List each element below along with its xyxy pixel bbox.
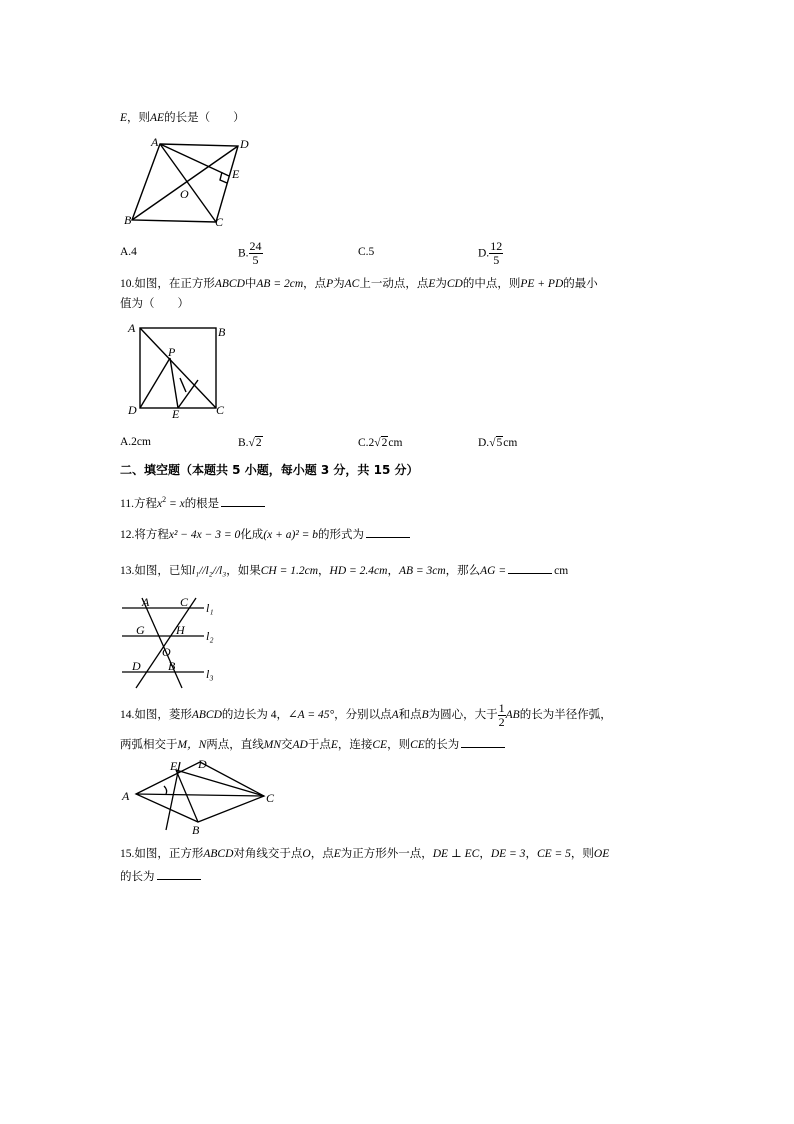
- q9-diagonal-AC: [160, 144, 216, 222]
- q14-l2-text-a: 两弧相交于: [120, 739, 178, 751]
- q14-angle-A: ∠A = 45°: [288, 709, 335, 722]
- q13-label-l3: l₃: [206, 667, 214, 681]
- q15-text-b: 对角线交于点: [233, 848, 303, 860]
- q9-figure: [118, 134, 258, 234]
- q10-ABCD: ABCD: [214, 278, 245, 290]
- q10-text-f: 为: [435, 278, 447, 290]
- q11-question: [120, 492, 267, 512]
- q9-label-A: A: [151, 135, 159, 149]
- q12-question: [120, 526, 412, 543]
- q10-option-c: C.2√2cm: [358, 437, 403, 449]
- q14-text-f: 的长为半径作弧，: [519, 709, 612, 722]
- q14-l2-MN-line: MN: [263, 739, 281, 751]
- q9-option-b: [238, 240, 263, 267]
- q13-figure: [118, 590, 228, 690]
- q10-option-c-radicand: 2: [381, 437, 388, 449]
- q11-equation: = x: [166, 497, 185, 510]
- q14-l2-text-g: 的长为: [424, 739, 460, 751]
- q10-text-g: 的中点，则: [462, 278, 521, 290]
- q13-label-l1: l₁: [206, 601, 214, 615]
- q15-question-line1: [120, 846, 609, 862]
- q15-text-g: ，则: [570, 848, 594, 860]
- q10-option-d-prefix: D.: [478, 437, 490, 449]
- q10-text-a: 10.如图，在正方形: [120, 278, 215, 290]
- q14-point-A: A: [391, 709, 399, 722]
- q14-label-B: B: [192, 823, 200, 837]
- q9-option-b-numerator: 24: [249, 239, 262, 253]
- q15-OE: OE: [593, 848, 610, 860]
- q11-text-b: 的根是: [184, 497, 220, 510]
- q9-option-b-denominator: 5: [252, 253, 259, 267]
- q15-DE-perp-EC: DE ⊥ EC: [432, 848, 480, 860]
- q12-target-form: (x + a)² = b: [263, 529, 319, 541]
- q14-l2-CE: CE: [372, 739, 388, 751]
- q13-CH: CH = 1.2cm: [260, 565, 319, 577]
- q12-text-b: 化成: [240, 529, 264, 541]
- q14-half-fraction: [498, 702, 506, 729]
- q10-segment-PD: [140, 358, 170, 408]
- q10-option-a: A.2cm: [120, 436, 151, 448]
- q10-option-c-prefix: C.2: [358, 437, 375, 449]
- q14-text-c: ，分别以点: [334, 709, 392, 722]
- q14-question-line2: [120, 736, 507, 753]
- q10-segment-EB: [178, 380, 198, 408]
- q10-PE-PD: PE + PD: [520, 278, 564, 290]
- q14-text-d: 和点: [398, 709, 422, 722]
- q15-answer-blank[interactable]: [157, 868, 201, 880]
- q10-label-B: B: [218, 325, 226, 339]
- q14-label-C: C: [266, 791, 275, 805]
- q11-exponent: 2: [162, 495, 167, 504]
- q14-l2-text-e: ，连接: [337, 739, 373, 751]
- q10-option-b-radicand: 2: [255, 437, 262, 449]
- q10-P: P: [326, 278, 334, 290]
- q9-segment-AE: AE: [150, 112, 165, 124]
- q9-label-E: E: [232, 167, 240, 181]
- q14-point-B: B: [421, 709, 429, 722]
- q10-figure: [124, 318, 234, 422]
- q9-option-a: A.4: [120, 246, 137, 258]
- q10-option-b: B.√2: [238, 437, 262, 449]
- q13-transversal-AB: [142, 598, 182, 688]
- q10-question-line1: [120, 276, 598, 292]
- q15-O: O: [302, 848, 311, 860]
- q9-text-2: 的长是（ ）: [164, 112, 245, 124]
- q14-answer-blank[interactable]: [461, 736, 505, 748]
- q13-label-C: C: [180, 595, 189, 609]
- q14-l2-E: E: [330, 739, 338, 751]
- q13-label-O: O: [162, 645, 171, 659]
- q13-label-D: D: [132, 659, 141, 673]
- q10-segment-PE: [170, 358, 178, 408]
- q14-ABCD: ABCD: [191, 709, 222, 722]
- q10-tick-mark: [180, 378, 186, 392]
- q9-option-b-fraction: [249, 240, 263, 267]
- q15-ABCD: ABCD: [203, 848, 234, 860]
- q10-option-d-radicand: 5: [496, 437, 503, 449]
- q9-option-c: C.5: [358, 246, 375, 258]
- q13-text-a: 13.如图，已知: [120, 565, 192, 577]
- q10-text-e: 上一动点，点: [359, 278, 429, 290]
- q14-l2-text-c: 交: [281, 739, 293, 751]
- q14-segment-EC: [176, 770, 264, 796]
- q10-text-h: 的最小: [563, 278, 598, 290]
- q12-text-a: 12.将方程: [120, 529, 169, 541]
- q13-HD: HD = 2.4cm: [329, 565, 388, 577]
- q14-l2-CE-2: CE: [410, 739, 425, 751]
- q9-label-C: C: [215, 215, 224, 229]
- q10-text-b: 中: [244, 278, 257, 290]
- q15-text-d: 为正方形外一点，: [340, 848, 433, 860]
- q10-AB-eq: AB = 2cm: [256, 278, 304, 290]
- q14-l2-AD: AD: [292, 739, 308, 751]
- q15-text-l2: 的长为: [120, 871, 155, 883]
- q14-label-D: D: [198, 757, 207, 771]
- q13-AG: AG =: [480, 565, 507, 577]
- q14-AB: AB: [505, 709, 520, 722]
- q14-text-e: 为圆心，大于: [428, 709, 498, 722]
- q9-option-d-prefix: D.: [478, 247, 490, 260]
- q14-question-line1: [120, 702, 612, 729]
- q10-option-d-unit: cm: [503, 437, 518, 449]
- q13-parallel-lines: l₁//l₂//l₃: [191, 565, 227, 577]
- q14-label-E: E: [170, 759, 178, 773]
- q11-answer-blank[interactable]: [221, 495, 265, 507]
- q9-diagonal-BD: [132, 146, 238, 220]
- q11-text-a: 11.方程: [120, 497, 157, 510]
- q14-l2-text-b: 两点，直线: [206, 739, 264, 751]
- q12-answer-blank[interactable]: [366, 526, 410, 538]
- q13-text-c: ，那么: [445, 565, 481, 577]
- q10-question-line2: 值为（ ）: [120, 298, 189, 310]
- q10-option-d: D.√5cm: [478, 437, 518, 449]
- q14-arc-mark: [164, 786, 167, 794]
- q15-DE: DE = 3: [490, 848, 526, 860]
- q14-diagonal-AC: [136, 794, 264, 796]
- q12-text-c: 的形式为: [318, 529, 365, 541]
- q9-label-B: B: [124, 213, 132, 227]
- q9-option-d-numerator: 12: [490, 239, 503, 253]
- q13-unit: cm: [554, 565, 569, 577]
- q13-transversal-CD: [136, 598, 196, 688]
- q15-E: E: [333, 848, 341, 860]
- q13-label-G: G: [136, 623, 145, 637]
- q15-CE: CE = 5: [536, 848, 571, 860]
- q13-label-B: B: [168, 659, 176, 673]
- q15-text-f: ，: [525, 848, 537, 860]
- q15-question-line2: [120, 868, 203, 885]
- q10-label-E: E: [172, 407, 180, 421]
- q9-label-O: O: [180, 187, 189, 201]
- q13-question: [120, 562, 568, 579]
- q10-option-c-unit: cm: [388, 437, 403, 449]
- q14-label-A: A: [122, 789, 130, 803]
- q13-label-l2: l₂: [206, 629, 214, 643]
- q13-label-H: H: [176, 623, 185, 637]
- q14-rhombus: [136, 762, 264, 822]
- q15-text-a: 15.如图，正方形: [120, 848, 204, 860]
- q9-point-E: E: [120, 112, 128, 124]
- q10-label-C: C: [216, 403, 225, 417]
- q10-label-P: P: [168, 345, 176, 359]
- q13-comma-2: ，: [387, 565, 399, 577]
- q12-equation: x² − 4x − 3 = 0: [168, 529, 241, 541]
- q13-AB: AB = 3cm: [398, 565, 446, 577]
- q15-text-c: ，点: [310, 848, 334, 860]
- q14-text-b: 的边长为 4，: [221, 709, 289, 722]
- q10-text-d: 为: [333, 278, 345, 290]
- q14-l2-text-d: 于点: [307, 739, 331, 751]
- q14-text-a: 14.如图，菱形: [120, 709, 192, 722]
- q10-label-D: D: [128, 403, 137, 417]
- q10-diagonal-AC: [140, 328, 216, 408]
- q9-option-d-denominator: 5: [493, 253, 500, 267]
- section-2-title: 二、填空题（本题共 5 小题，每小题 3 分，共 15 分）: [120, 463, 419, 477]
- q9-text-1: ，则: [127, 112, 151, 124]
- q14-half-denominator: 2: [498, 715, 505, 729]
- q10-text-c: ，点: [303, 278, 327, 290]
- q10-label-A: A: [128, 321, 136, 335]
- q9-option-d: [478, 240, 503, 267]
- q14-l2-MN: M，N: [177, 739, 207, 751]
- q9-question-tail: [120, 110, 245, 126]
- q10-option-b-prefix: B.: [238, 437, 249, 449]
- q9-label-D: D: [240, 137, 249, 151]
- q11-x: x: [156, 497, 163, 510]
- q10-AC: AC: [344, 278, 360, 290]
- q14-figure: [120, 756, 280, 836]
- q15-text-e: ，: [479, 848, 491, 860]
- q9-option-d-fraction: [489, 240, 503, 267]
- q14-l2-text-f: ，则: [387, 739, 411, 751]
- q10-CD: CD: [446, 278, 463, 290]
- q9-option-b-prefix: B.: [238, 247, 249, 260]
- q10-E: E: [428, 278, 436, 290]
- q13-text-b: ，如果: [226, 565, 261, 577]
- q14-half-numerator: 1: [498, 701, 505, 715]
- q13-label-A: A: [142, 595, 150, 609]
- q13-comma-1: ，: [318, 565, 330, 577]
- q13-answer-blank[interactable]: [508, 562, 552, 574]
